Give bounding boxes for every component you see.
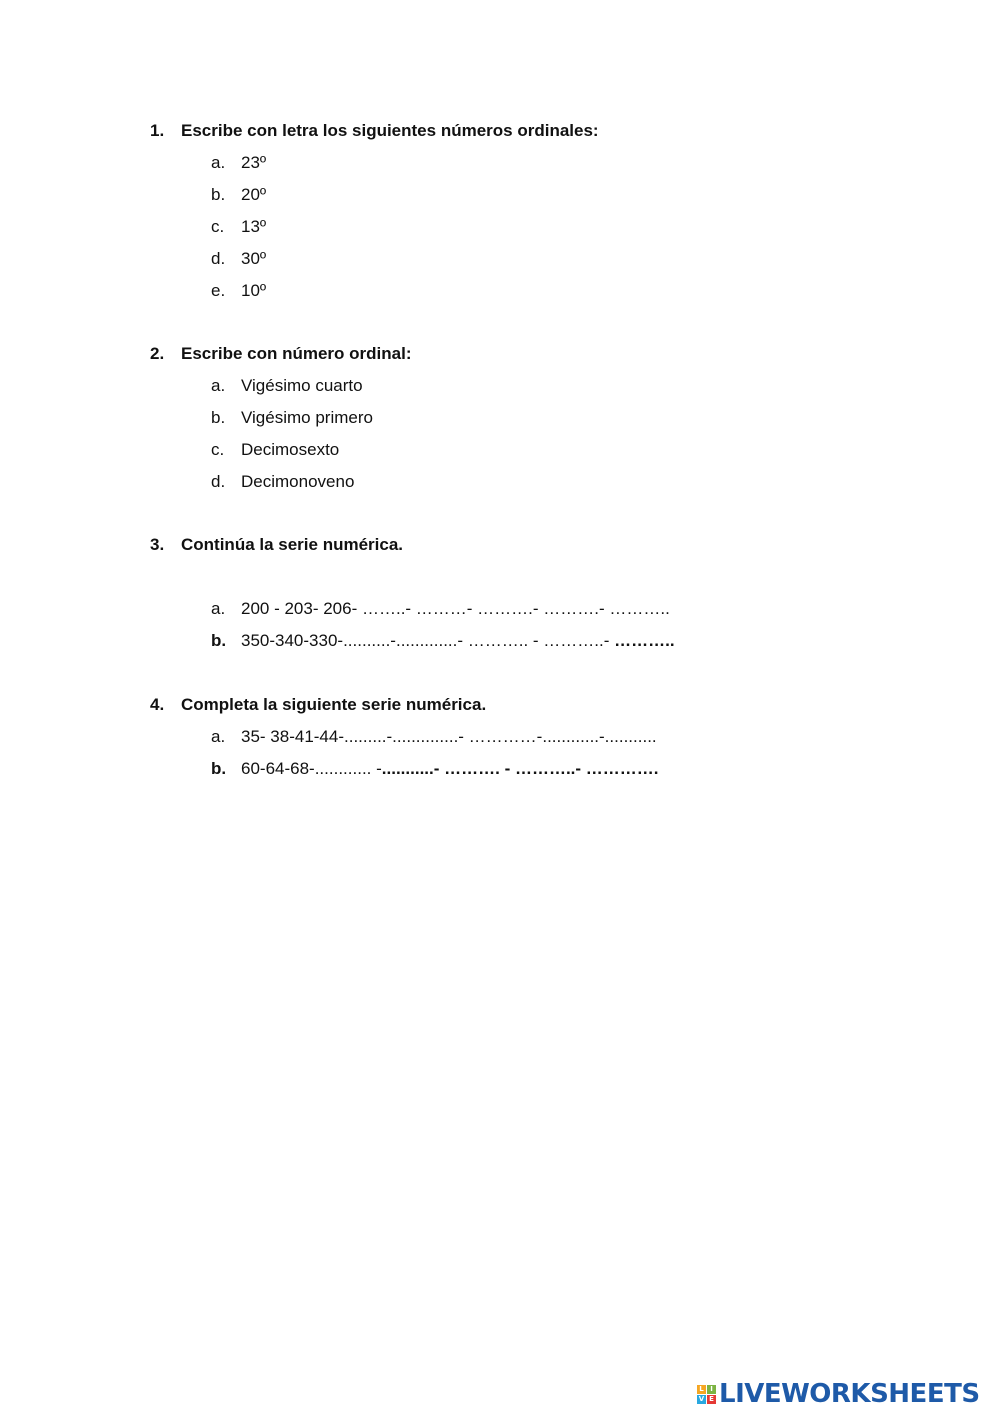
series-item bbox=[211, 727, 657, 747]
list-item bbox=[211, 281, 266, 301]
list-item bbox=[211, 185, 266, 205]
question-3-title bbox=[150, 535, 403, 555]
series-answer-blank: ...........- ………. - ………..- …………. bbox=[381, 759, 659, 778]
item-text: Vigésimo primero bbox=[241, 408, 373, 427]
series-item bbox=[211, 759, 659, 779]
question-number: 2. bbox=[150, 344, 165, 363]
item-letter: a. bbox=[211, 153, 226, 172]
item-letter: b. bbox=[211, 185, 226, 204]
item-letter: d. bbox=[211, 249, 226, 268]
item-text: Vigésimo cuarto bbox=[241, 376, 363, 395]
logo-mark-cell: E bbox=[707, 1395, 716, 1404]
logo-mark-cell: L bbox=[697, 1385, 706, 1394]
list-item bbox=[211, 249, 266, 269]
item-letter: c. bbox=[211, 217, 225, 236]
item-letter: a. bbox=[211, 727, 226, 746]
question-number: 1. bbox=[150, 121, 165, 140]
list-item bbox=[211, 440, 339, 460]
item-text: 10º bbox=[241, 281, 267, 300]
item-text: 13º bbox=[241, 217, 267, 236]
question-2-title bbox=[150, 344, 412, 364]
question-number: 4. bbox=[150, 695, 165, 714]
item-letter: b. bbox=[211, 631, 227, 650]
question-text: Continúa la serie numérica. bbox=[181, 535, 404, 554]
liveworksheets-logo bbox=[697, 1378, 980, 1410]
series-text: 200 - 203- 206- ……..- ………- ……….- ……….- ……….. bbox=[241, 599, 670, 618]
question-4-title bbox=[150, 695, 486, 715]
item-letter: c. bbox=[211, 440, 225, 459]
question-number: 3. bbox=[150, 535, 165, 554]
series-text: 60-64-68-............ - bbox=[241, 759, 382, 778]
question-text: Completa la siguiente serie numérica. bbox=[181, 695, 487, 714]
item-letter: d. bbox=[211, 472, 226, 491]
series-item bbox=[211, 599, 670, 619]
series-text: 350-340-330-..........-.............- ……….. - ………..- bbox=[241, 631, 615, 650]
item-text: 20º bbox=[241, 185, 267, 204]
series-answer-blank: ……….. bbox=[614, 631, 675, 650]
list-item bbox=[211, 408, 373, 428]
list-item bbox=[211, 153, 266, 173]
logo-mark-cell: I bbox=[707, 1385, 716, 1394]
logo-mark-cell: V bbox=[698, 1395, 705, 1403]
item-text: Decimonoveno bbox=[241, 472, 355, 491]
item-letter: a. bbox=[211, 376, 226, 395]
list-item bbox=[211, 376, 363, 396]
series-item bbox=[211, 631, 675, 651]
question-text: Escribe con número ordinal: bbox=[181, 344, 412, 363]
item-letter: e. bbox=[211, 281, 226, 300]
list-item bbox=[211, 217, 266, 237]
logo-mark-icon bbox=[697, 1385, 716, 1404]
item-letter: b. bbox=[211, 408, 226, 427]
list-item bbox=[211, 472, 354, 492]
item-text: 23º bbox=[241, 153, 267, 172]
logo-text: LIVEWORKSHEETS bbox=[719, 1379, 980, 1409]
item-text: 30º bbox=[241, 249, 267, 268]
question-text: Escribe con letra los siguientes números ordinales: bbox=[181, 121, 599, 140]
item-letter: a. bbox=[211, 599, 226, 618]
series-text: 35- 38-41-44-.........-..............- …………-............-........... bbox=[241, 727, 657, 746]
item-letter: b. bbox=[211, 759, 227, 778]
item-text: Decimosexto bbox=[241, 440, 340, 459]
question-1-title bbox=[150, 121, 599, 141]
